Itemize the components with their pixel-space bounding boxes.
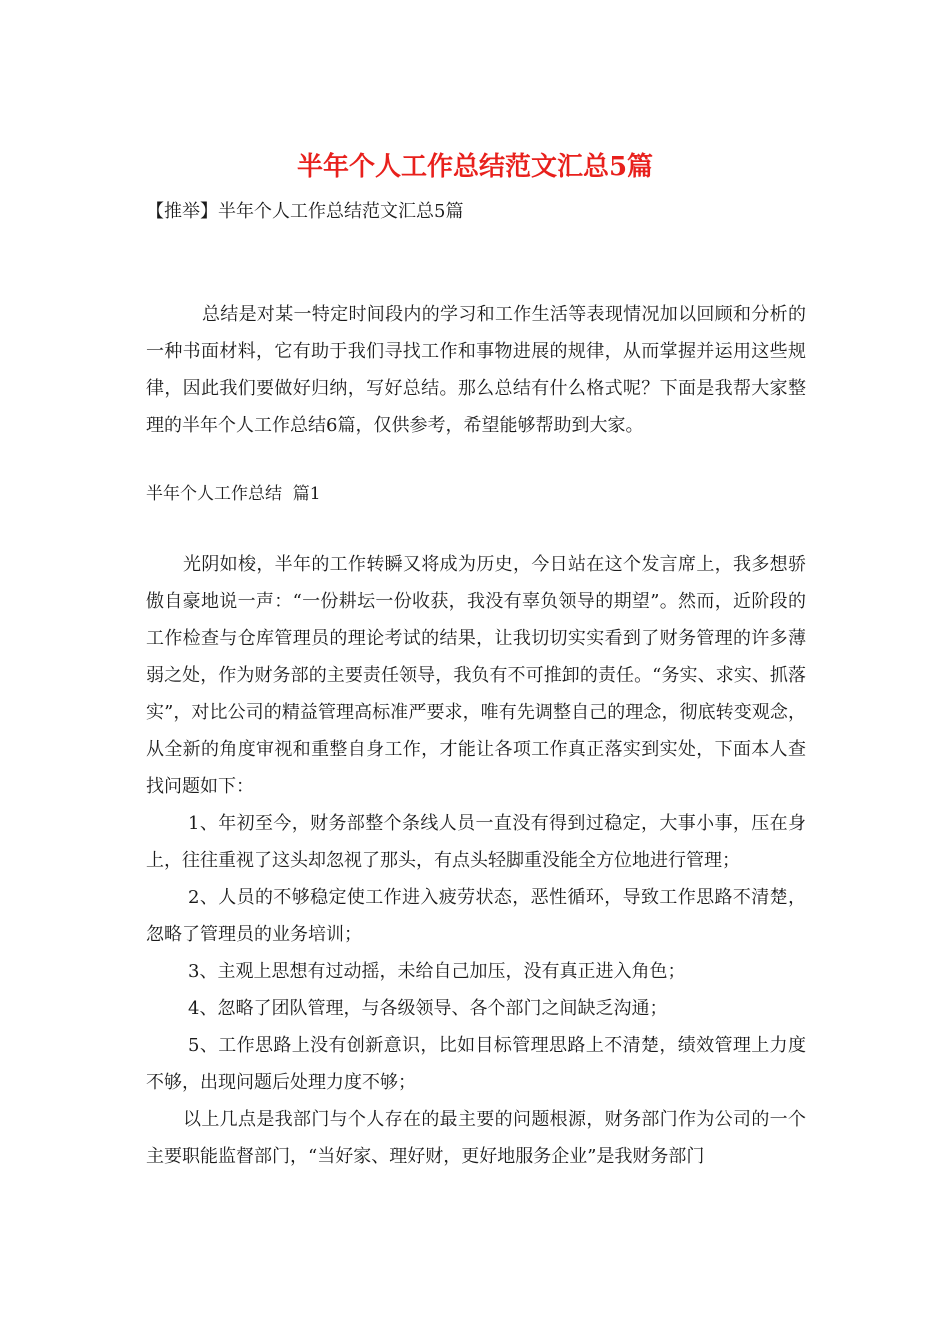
list-item-2: 2、人员的不够稳定使工作进入疲劳状态，恶性循环，导致工作思路不清楚，忽略了管理员的业务培训； bbox=[146, 887, 806, 945]
body-paragraph-summary: 以上几点是我部门与个人存在的最主要的问题根源，财务部门作为公司的一个主要职能监督部门，“当好家、理好财，更好地服务企业”是我财务部门 bbox=[146, 1109, 806, 1167]
document-title: 半年个人工作总结范文汇总5篇 bbox=[296, 152, 654, 182]
body-paragraph-opening: 光阴如梭，半年的工作转瞬又将成为历史，今日站在这个发言席上，我多想骄傲自豪地说一声：“一份耕坛一份收获，我没有辜负领导的期望”。然而，近阶段的工作检查与仓库管理员的理论考试的结果，让我切切实实看到了财务管理的许多薄弱之处，作为财务部的主要责任领导，我负有不可推卸的责任。“务实、求实、抓落实”，对比公司的精益管理高标准严要求，唯有先调整自己的理念，彻底转变观念，从全新的角度审视和重整自身工作，才能让各项工作真正落实到实处，下面本人查找问题如下： bbox=[146, 554, 806, 797]
intro-paragraph: 总结是对某一特定时间段内的学习和工作生活等表现情况加以回顾和分析的一种书面材料，它有助于我们寻找工作和事物进展的规律，从而掌握并运用这些规律，因此我们要做好归纳，写好总结。那么总结有什么格式呢？下面是我帮大家整理的半年个人工作总结6篇，仅供参考，希望能够帮助到大家。 bbox=[146, 304, 806, 436]
list-item-3: 3、主观上思想有过动摇，未给自己加压，没有真正进入角色； bbox=[188, 961, 686, 982]
list-item-4: 4、忽略了团队管理，与各级领导、各个部门之间缺乏沟通； bbox=[188, 998, 668, 1019]
document-subtitle: 【推举】半年个人工作总结范文汇总5篇 bbox=[146, 201, 464, 222]
list-item-5: 5、工作思路上没有创新意识，比如目标管理思路上不清楚，绩效管理上力度不够，出现问题后处理力度不够； bbox=[146, 1035, 806, 1093]
section-heading: 半年个人工作总结 篇1 bbox=[146, 484, 321, 504]
list-item-1: 1、年初至今，财务部整个条线人员一直没有得到过稳定，大事小事，压在身上，往往重视了这头却忽视了那头，有点头轻脚重没能全方位地进行管理； bbox=[146, 813, 806, 871]
section-body bbox=[146, 546, 806, 1175]
